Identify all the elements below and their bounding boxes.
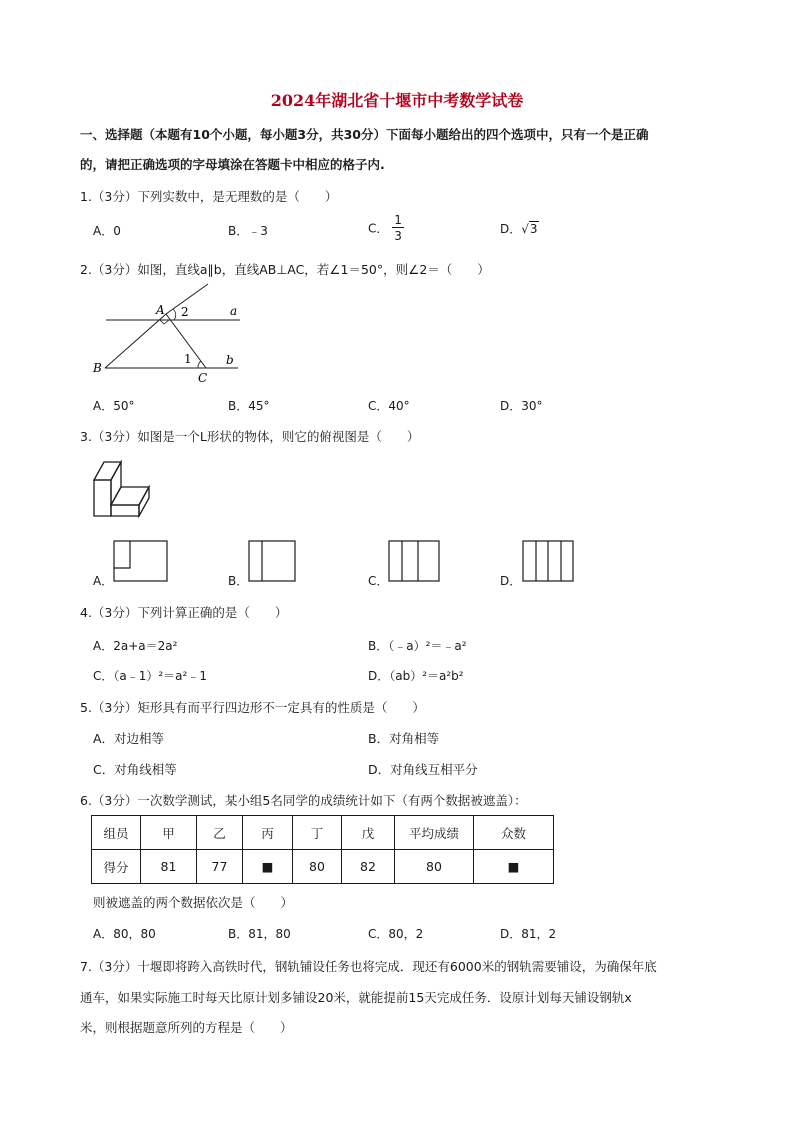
q1-fraction: [392, 214, 404, 242]
q1-option-c: [368, 214, 404, 242]
q1-option-a: A．0: [93, 224, 121, 238]
q7-stem-line2: 通车，如果实际施工时每天比原计划多铺设20米，就能提前15天完成任务．设原计划每天铺设钢轨x: [80, 990, 632, 1005]
angle-1-arc: [198, 361, 201, 368]
q6-stem: 6.（3分）一次数学测试，某小组5名同学的成绩统计如下（有两个数据被遮盖）：: [80, 793, 527, 808]
section-instructions-line2: 的，请把正确选项的字母填涂在答题卡中相应的格子内.: [80, 157, 385, 172]
section-instructions-line1: 一、选择题（本题有10个小题，每小题3分，共30分）下面每小题给出的四个选项中，只有一个是正确: [80, 127, 649, 142]
q4-option-a: A．2a+a＝2a²: [93, 639, 178, 653]
q5-option-d: D．对角线互相平分: [368, 762, 478, 777]
q3-option-d: D．: [500, 574, 522, 588]
table-row: [92, 850, 554, 884]
l-shape-inner-side: [111, 462, 121, 505]
q7-stem-line1: 7.（3分）十堰即将跨入高铁时代，钢轨铺设任务也将完成．现还有6000米的钢轨需要铺设，为确保年底: [80, 959, 657, 974]
label-angle-1: 1: [184, 352, 192, 366]
paper-title: 2024年湖北省十堰市中考数学试卷: [270, 91, 524, 110]
label-b: b: [226, 353, 234, 367]
view-c-outline: [389, 541, 439, 581]
q5-stem: 5.（3分）矩形具有而平行四边形不一定具有的性质是（ ）: [80, 700, 425, 715]
table-cell-covered: ■: [474, 850, 554, 884]
l-shape-right-side: [139, 487, 149, 516]
table-header-cell: 平均成绩: [395, 816, 474, 850]
q6-option-a: A．80，80: [93, 927, 156, 941]
q6-option-d: D．81，2: [500, 927, 557, 941]
table-header-cell: 甲: [141, 816, 197, 850]
q3-option-c: C．: [368, 574, 389, 588]
l-shape-front-short: [111, 505, 139, 516]
table-header-cell: 丁: [293, 816, 342, 850]
q1-sqrt: √3: [521, 222, 538, 236]
q1-fraction-denominator: 3: [394, 229, 402, 243]
q6-score-table: [91, 815, 554, 884]
q1-sqrt-radicand: 3: [529, 222, 538, 236]
table-header-cell: 丙: [243, 816, 293, 850]
q6-follow-up: 则被遮盖的两个数据依次是（ ）: [93, 895, 294, 910]
l-shape-top-face: [94, 462, 121, 480]
q5-option-a: A．对边相等: [93, 731, 165, 746]
q3-option-a: A．: [93, 574, 114, 588]
table-header-row: [92, 816, 554, 850]
q6-option-c: C．80，2: [368, 927, 424, 941]
label-a: a: [230, 304, 238, 318]
q3-l-shape-figure: [90, 458, 155, 523]
line-ab: [105, 314, 166, 368]
table-cell: 77: [197, 850, 243, 884]
q2-option-d: D．30°: [500, 399, 543, 413]
table-cell: 80: [293, 850, 342, 884]
table-header-cell: 乙: [197, 816, 243, 850]
q7-stem-line3: 米，则根据题意所列的方程是（ ）: [80, 1020, 293, 1035]
table-header-cell: 组员: [92, 816, 141, 850]
table-header-cell: 众数: [474, 816, 554, 850]
q3-option-a-figure: [113, 540, 169, 584]
q4-stem: 4.（3分）下列计算正确的是（ ）: [80, 605, 288, 620]
q3-option-c-figure: [388, 540, 442, 584]
q2-stem: 2.（3分）如图，直线a∥b，直线AB⊥AC，若∠1＝50°，则∠2＝（ ）: [80, 262, 490, 277]
q5-option-b: B．对角相等: [368, 731, 440, 746]
q4-option-c: C．（a﹣1）²＝a²﹣1: [93, 669, 207, 683]
table-header-cell: 戊: [342, 816, 395, 850]
q2-option-c: C．40°: [368, 399, 410, 413]
table-cell: 82: [342, 850, 395, 884]
q3-stem: 3.（3分）如图是一个L形状的物体，则它的俯视图是（ ）: [80, 429, 420, 444]
angle-2-arc: [173, 309, 176, 320]
q1-fraction-numerator: 1: [394, 213, 402, 227]
q1-option-d: [500, 220, 539, 237]
label-C: C: [198, 371, 208, 385]
q3-option-b-figure: [248, 540, 298, 584]
view-b-outline: [249, 541, 295, 581]
q5-option-c: C．对角线相等: [93, 762, 177, 777]
q4-option-b: B．（﹣a）²＝﹣a²: [368, 639, 467, 653]
label-A: A: [156, 303, 165, 317]
table-cell-covered: ■: [243, 850, 293, 884]
l-shape-front-tall: [94, 480, 111, 516]
label-angle-2: 2: [181, 305, 189, 319]
table-cell: 81: [141, 850, 197, 884]
view-a-inner-line: [114, 541, 130, 568]
q4-option-d: D．（ab）²＝a²b²: [368, 669, 464, 683]
q2-option-a: A．50°: [93, 399, 135, 413]
q6-option-b: B．81，80: [228, 927, 291, 941]
q3-option-d-figure: [522, 540, 576, 584]
q1-option-d-label: D．: [500, 222, 522, 236]
q1-option-b: B．﹣3: [228, 224, 268, 238]
q2-figure: [90, 282, 250, 387]
view-a-outline: [114, 541, 167, 581]
q3-option-b: B．: [228, 574, 249, 588]
label-B: B: [93, 361, 102, 375]
q2-option-b: B．45°: [228, 399, 270, 413]
table-cell: 80: [395, 850, 474, 884]
q1-option-c-label: C．: [368, 221, 389, 236]
right-angle-mark: [160, 320, 169, 324]
table-cell: 得分: [92, 850, 141, 884]
q1-stem: 1.（3分）下列实数中，是无理数的是（ ）: [80, 189, 338, 204]
